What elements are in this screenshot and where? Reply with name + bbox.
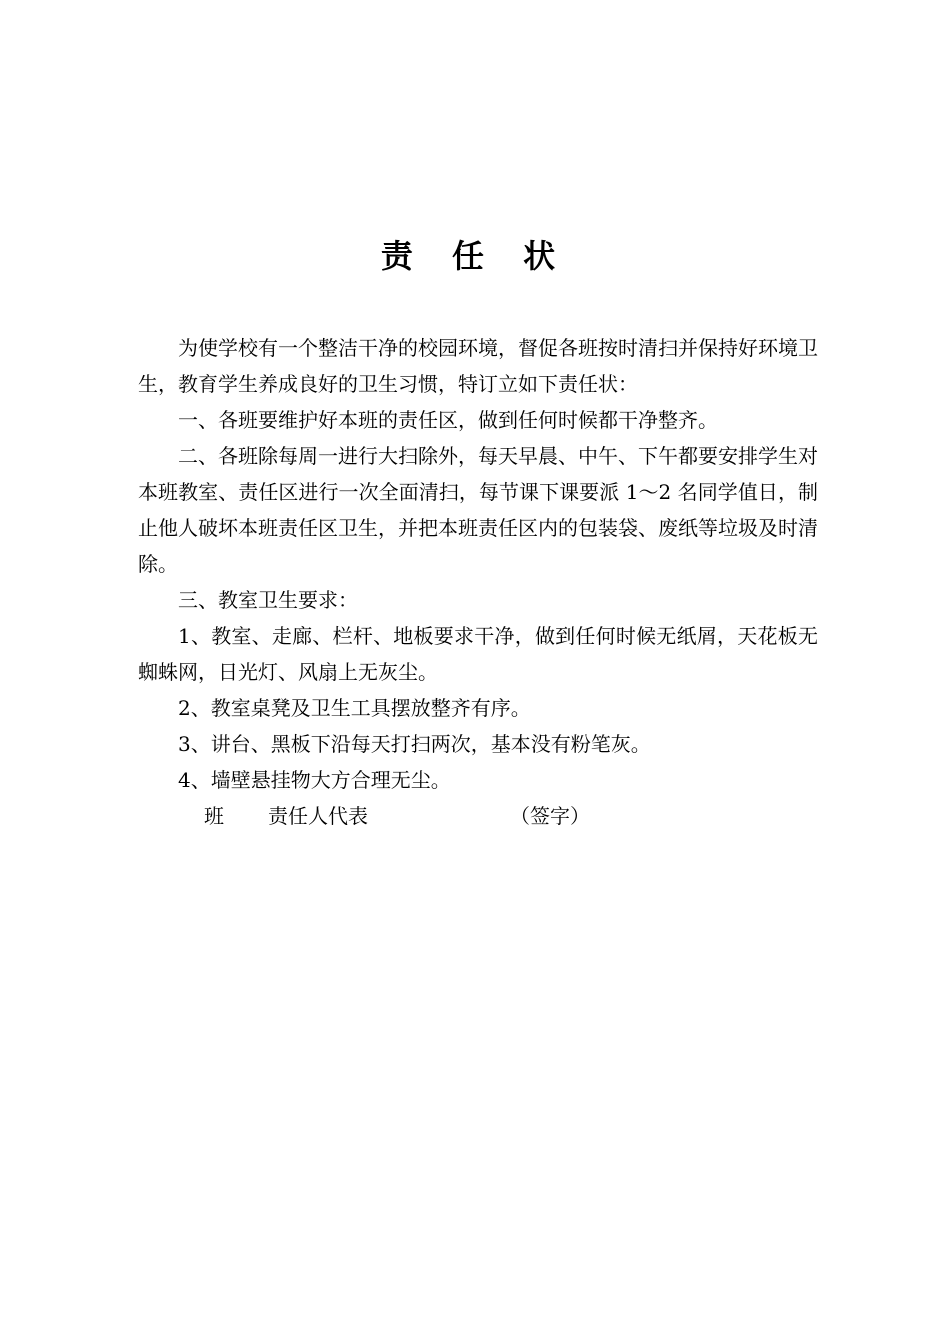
requirement-3: 3、讲台、黑板下沿每天打扫两次，基本没有粉笔灰。 [178, 732, 651, 756]
clause-2: 二、各班除每周一进行大扫除外，每天早晨、中午、下午都要安排学生对本班教室、责任区进行一次全面清扫，每节课下课要派 1～2 名同学值日，制止他人破坏本班责任区卫生，并把本班责任区内的包装袋、废纸等垃圾及时清除。 [138, 444, 818, 576]
clause-3-heading: 三、教室卫生要求： [178, 588, 358, 612]
requirement-4: 4、墙壁悬挂物大方合理无尘。 [178, 768, 451, 792]
clause-1: 一、各班要维护好本班的责任区，做到任何时候都干净整齐。 [178, 408, 718, 432]
document-body [138, 330, 818, 834]
signature-line [138, 798, 818, 834]
sign-note: （签字） [510, 804, 590, 828]
requirement-1: 1、教室、走廊、栏杆、地板要求干净，做到任何时候无纸屑，天花板无蜘蛛网，日光灯、风扇上无灰尘。 [138, 624, 818, 684]
requirement-2: 2、教室桌凳及卫生工具摆放整齐有序。 [178, 696, 531, 720]
document-title: 责 任 状 [380, 237, 570, 275]
class-label: 班 [204, 804, 224, 828]
intro-paragraph: 为使学校有一个整洁干净的校园环境，督促各班按时清扫并保持好环境卫生，教育学生养成良好的卫生习惯，特订立如下责任状： [138, 336, 818, 396]
representative-label: 责任人代表 [268, 804, 368, 828]
